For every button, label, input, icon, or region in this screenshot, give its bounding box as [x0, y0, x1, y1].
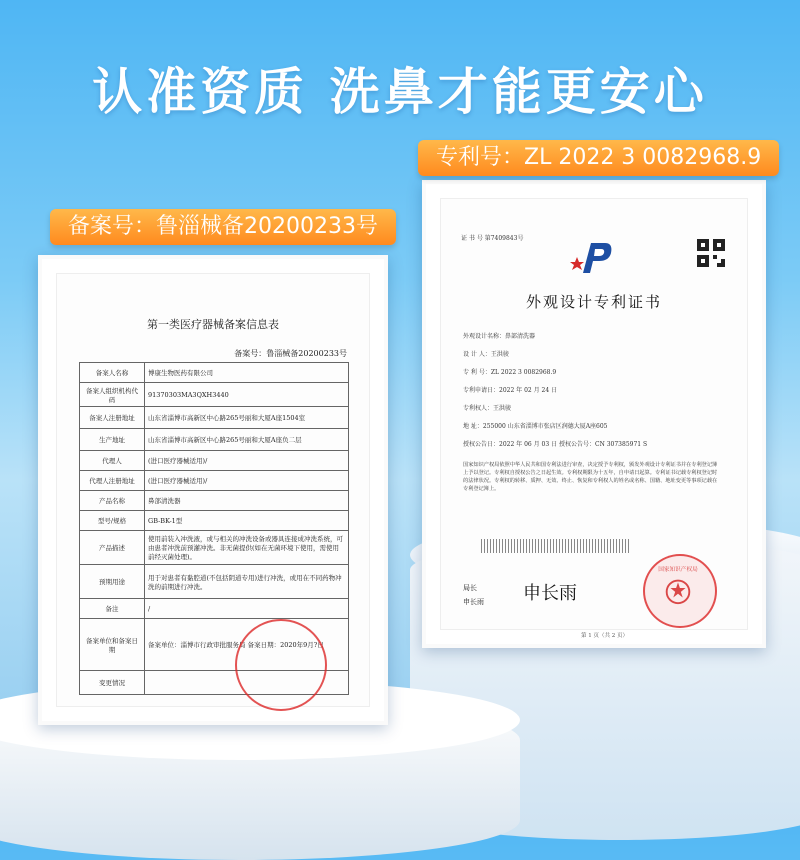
row-key: 型号/规格	[80, 511, 145, 531]
table-row	[80, 565, 349, 599]
row-value: GB-BK-1型	[145, 511, 349, 531]
row-key: 变更情况	[80, 671, 145, 695]
row-value: 鼻部清洗器	[145, 491, 349, 511]
patent-body-text: 国家知识产权局依照中华人民共和国专利法进行审查，决定授予专利权，颁发外观设计专利证书并在专利登记簿上予以登记。专利权自授权公告之日起生效。专利权期限为十五年，自申请日起算。专利证书记载专利权登记时的法律状况。专利权的转移、质押、无效、终止、恢复和专利权人的姓名或名称、国籍、地址变更等事项记载在专利登记簿上。	[463, 462, 718, 492]
record-sheet	[56, 273, 370, 707]
cnipa-seal-icon	[643, 554, 717, 628]
row-key: 代理人注册地址	[80, 471, 145, 491]
headline-banner: 认准资质 洗鼻才能更安心	[92, 63, 708, 121]
director-signature: 申长雨	[523, 583, 577, 604]
patent-certificate	[440, 198, 748, 639]
patent-row: 设 计 人：王洪骏	[463, 351, 509, 358]
row-key: 备案人组织机构代码	[80, 383, 145, 407]
table-row	[80, 407, 349, 429]
table-row	[80, 599, 349, 619]
patent-number-tag: 专利号：ZL 2022 3 0082968.9	[418, 140, 779, 176]
seal-text: 国家知识产权局	[658, 567, 698, 574]
patent-title: 外观设计专利证书	[525, 293, 662, 311]
table-row	[80, 383, 349, 407]
row-value: /	[145, 599, 349, 619]
row-value: 使用前装入冲洗液，或与相关的冲洗设备或器具连接成冲洗系统，可由患者冲洗前预灌冲洗。非无菌提供(如在无菌环境下使用，需使用前经灭菌处理)。	[145, 531, 349, 565]
row-value: 91370303MA3QXH3440	[145, 383, 349, 407]
row-value: 山东省淄博市高新区中心路265号丽和大厦A座负二层	[145, 429, 349, 451]
row-key: 备注	[80, 599, 145, 619]
table-row	[80, 491, 349, 511]
row-key: 产品名称	[80, 491, 145, 511]
patent-row: 授权公告日：2022 年 06 月 03 日 授权公告号：CN 307385971 S	[463, 441, 648, 448]
barcode-icon	[481, 539, 631, 553]
record-sheet-frame	[38, 255, 388, 725]
table-row	[80, 429, 349, 451]
table-row	[80, 363, 349, 383]
row-key: 产品描述	[80, 531, 145, 565]
record-number: 备案号：鲁淄械备20200233号	[234, 349, 347, 358]
patent-row: 专利权人：王洪骏	[463, 405, 512, 412]
record-number-tag: 备案号：鲁淄械备20200233号	[50, 209, 396, 245]
row-key: 代理人	[80, 451, 145, 471]
approval-seal-icon	[235, 619, 327, 711]
row-key: 备案人名称	[80, 363, 145, 383]
table-row	[80, 531, 349, 565]
row-key: 备案单位和备案日期	[80, 619, 145, 671]
patent-row: 专利申请日：2022 年 02 月 24 日	[463, 387, 558, 394]
row-key: 预期用途	[80, 565, 145, 599]
row-key: 生产地址	[80, 429, 145, 451]
patent-page-number: 第 1 页（共 2 页）	[581, 633, 628, 639]
cnipa-logo-icon	[569, 235, 619, 281]
director-label: 局长	[463, 584, 477, 592]
patent-row: 地 址：255000 山东省淄博市张店区润德大厦A座605	[463, 423, 608, 430]
table-row	[80, 451, 349, 471]
table-row	[80, 511, 349, 531]
table-row	[80, 471, 349, 491]
row-value: (进口医疗器械适用)/	[145, 451, 349, 471]
row-value: 备案单位：淄博市行政审批服务局 备案日期：2020年9月?日	[145, 619, 349, 671]
patent-certificate-frame	[422, 180, 766, 648]
row-value: 山东省淄博市高新区中心路265号丽和大厦A座1504室	[145, 407, 349, 429]
row-value: 博康生物医药有限公司	[145, 363, 349, 383]
patent-row: 外观设计名称：鼻部清洗器	[463, 333, 536, 340]
record-title: 第一类医疗器械备案信息表	[147, 318, 279, 331]
row-key: 备案人注册地址	[80, 407, 145, 429]
director-name: 申长雨	[463, 598, 484, 606]
row-value: (进口医疗器械适用)/	[145, 471, 349, 491]
row-value: 用于对患者有黏腔道(不包括阴道专用)进行冲洗，或用在不同药物冲洗的前期进行冲洗。	[145, 565, 349, 599]
patent-cert-number: 证 书 号 第7409843号	[461, 235, 524, 242]
patent-row: 专 利 号：ZL 2022 3 0082968.9	[463, 369, 557, 376]
qr-code-icon	[697, 239, 725, 267]
